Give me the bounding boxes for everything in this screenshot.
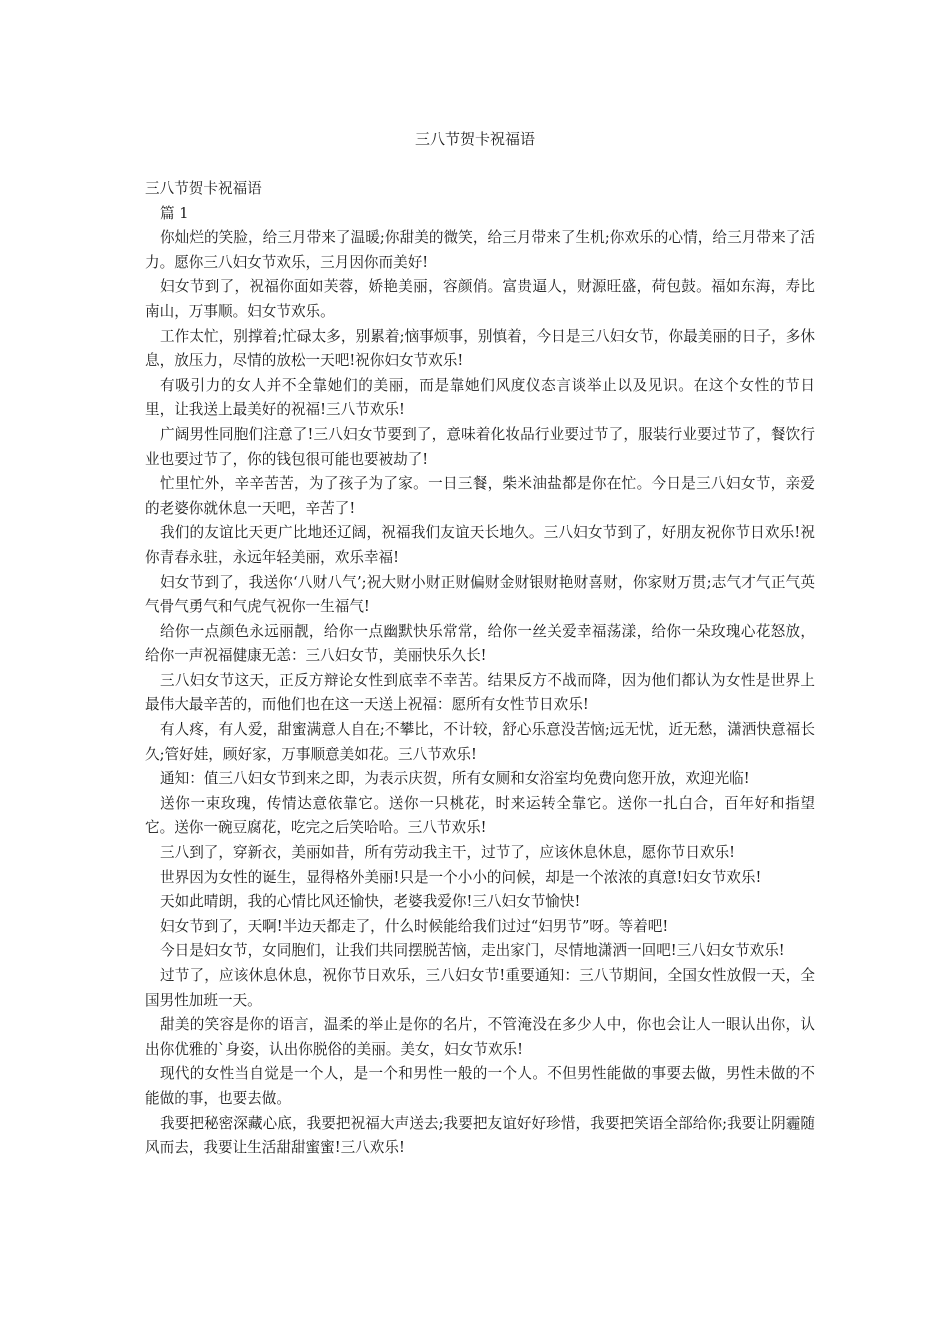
paragraph: 我要把秘密深藏心底，我要把祝福大声送去;我要把友谊好好珍惜，我要把笑语全部给你;我要让阴霾随风而去，我要让生活甜甜蜜蜜!三八欢乐!	[145, 1114, 815, 1157]
paragraph: 甜美的笑容是你的语言，温柔的举止是你的名片，不管淹没在多少人中，你也会让人一眼认出你，认出你优雅的`身姿，认出你脱俗的美丽。美女，妇女节欢乐!	[145, 1016, 815, 1058]
paragraph: 有人疼，有人爱，甜蜜满意人自在;不攀比，不计较，舒心乐意没苦恼;远无忧，近无愁，潇洒快意福长久;管好娃，顾好家，万事顺意美如花。三八节欢乐!	[145, 721, 815, 763]
paragraph: 三八妇女节这天，正反方辩论女性到底幸不幸苦。结果反方不战而降，因为他们都认为女性是世界上最伟大最辛苦的，而他们也在这一天送上祝福：愿所有女性节日欢乐!	[145, 671, 815, 714]
paragraph: 有吸引力的女人并不全靠她们的美丽，而是靠她们风度仪态言谈举止以及见识。在这个女性的节日里，让我送上最美好的祝福!三八节欢乐!	[145, 376, 815, 419]
paragraph: 现代的女性当自觉是一个人，是一个和男性一般的一个人。不但男性能做的事要去做，男性未做的不能做的事，也要去做。	[145, 1065, 815, 1107]
paragraph: 我们的友谊比天更广比地还辽阔，祝福我们友谊天长地久。三八妇女节到了，好朋友祝你节日欢乐!祝你青春永驻，永远年轻美丽，欢乐幸福!	[145, 524, 815, 566]
paragraph: 送你一束玫瑰，传情达意依靠它。送你一只桃花，时来运转全靠它。送你一扎白合，百年好和指望它。送你一碗豆腐花，吃完之后笑哈哈。三八节欢乐!	[145, 794, 815, 837]
paragraph: 通知：值三八妇女节到来之即，为表示庆贺，所有女厕和女浴室均免费向您开放，欢迎光临!	[160, 770, 750, 788]
paragraph: 给你一点颜色永远丽靓，给你一点幽默快乐常常，给你一丝关爱幸福荡漾，给你一朵玫瑰心花怒放，给你一声祝福健康无恙：三八妇女节，美丽快乐久长!	[145, 622, 815, 665]
section-label: 篇 1	[160, 204, 189, 222]
paragraph: 工作太忙，别撑着;忙碌太多，别累着;恼事烦事，别慎着，今日是三八妇女节，你最美丽的日子，多休息，放压力，尽情的放松一天吧!祝你妇女节欢乐!	[145, 327, 815, 370]
paragraph: 三八到了，穿新衣，美丽如昔，所有劳动我主干，过节了，应该休息休息，愿你节日欢乐!	[160, 844, 736, 862]
document-subtitle: 三八节贺卡祝福语	[145, 180, 262, 197]
paragraph: 天如此晴朗，我的心情比风还愉快，老婆我爱你!三八妇女节愉快!	[160, 893, 581, 911]
paragraph: 今日是妇女节，女同胞们，让我们共同摆脱苦恼，走出家门，尽情地潇洒一回吧!三八妇女节欢乐!	[160, 942, 785, 960]
document-body	[145, 177, 815, 1161]
document-title: 三八节贺卡祝福语	[414, 130, 535, 148]
paragraph: 妇女节到了，祝福你面如芙蓉，娇艳美丽，容颜俏。富贵逼人，财源旺盛，荷包鼓。福如东海，寿比南山，万事顺。妇女节欢乐。	[145, 278, 815, 320]
paragraph: 妇女节到了，我送你‘八财八气’;祝大财小财正财偏财金财银财艳财喜财，你家财万贯;志气才气正气英气骨气勇气和气虎气祝你一生福气!	[145, 573, 815, 616]
paragraph: 广阔男性同胞们注意了!三八妇女节要到了，意味着化妆品行业要过节了，服装行业要过节了，餐饮行业也要过节了，你的钱包很可能也要被劫了!	[145, 425, 815, 468]
paragraph: 妇女节到了，天啊!半边天都走了，什么时候能给我们过过“妇男节”呀。等着吧!	[160, 917, 669, 935]
paragraph: 世界因为女性的诞生，显得格外美丽!只是一个小小的问候，却是一个浓浓的真意!妇女节欢乐!	[160, 868, 762, 886]
paragraph: 过节了，应该休息休息，祝你节日欢乐，三八妇女节!重要通知：三八节期间，全国女性放假一天，全国男性加班一天。	[145, 967, 815, 1009]
paragraph: 你灿烂的笑脸，给三月带来了温暖;你甜美的微笑，给三月带来了生机;你欢乐的心情，给三月带来了活力。愿你三八妇女节欢乐，三月因你而美好!	[145, 229, 815, 271]
paragraph: 忙里忙外，辛辛苦苦，为了孩子为了家。一日三餐，柴米油盐都是你在忙。今日是三八妇女节，亲爱的老婆你就休息一天吧，辛苦了!	[145, 475, 815, 517]
